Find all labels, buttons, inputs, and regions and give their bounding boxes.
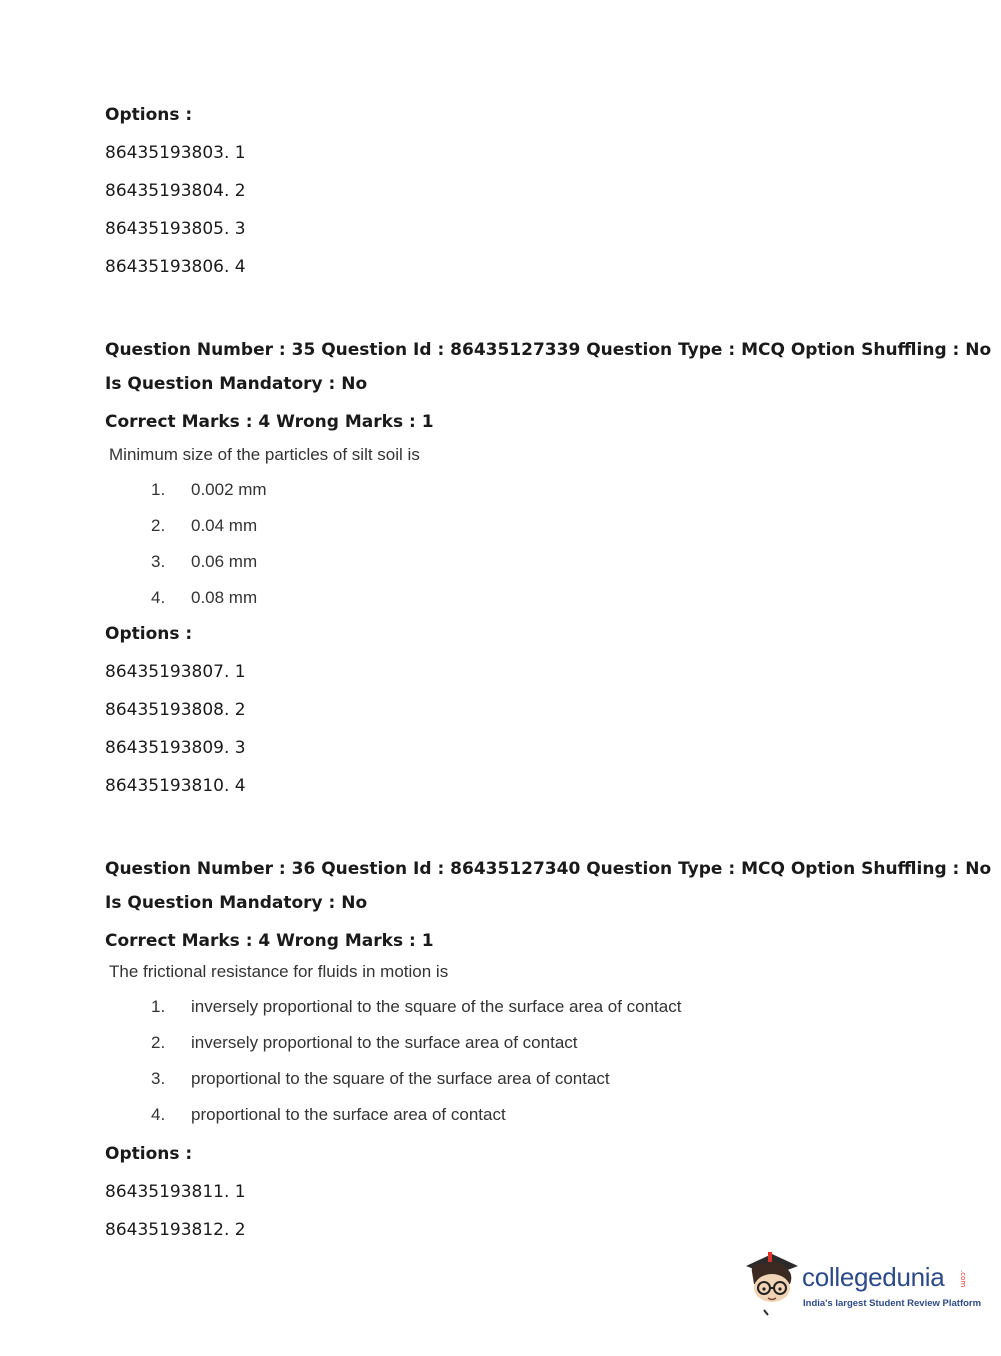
- choice-number: 1.: [151, 480, 166, 499]
- question-header: Question Number : 36 Question Id : 86435127340 Question Type : MCQ Option Shuffling : No: [105, 859, 992, 879]
- option-id: 86435193808. 2: [105, 700, 246, 720]
- choice-text: 0.06 mm: [191, 552, 258, 571]
- options-heading: Options :: [105, 1144, 193, 1164]
- choice-text: proportional to the surface area of contact: [191, 1105, 506, 1124]
- question-mandatory: Is Question Mandatory : No: [105, 893, 368, 913]
- option-id: 86435193805. 3: [105, 219, 246, 239]
- question-header: Question Number : 35 Question Id : 86435127339 Question Type : MCQ Option Shuffling : No: [105, 340, 992, 360]
- question-marks: Correct Marks : 4 Wrong Marks : 1: [105, 412, 434, 432]
- question-marks: Correct Marks : 4 Wrong Marks : 1: [105, 931, 434, 951]
- options-heading: Options :: [105, 105, 193, 125]
- option-id: 86435193810. 4: [105, 776, 246, 796]
- choice-item: [105, 480, 805, 502]
- option-id: 86435193803. 1: [105, 143, 246, 163]
- choice-number: 1.: [151, 997, 166, 1016]
- choice-item: [105, 1069, 805, 1091]
- choice-item: [105, 1105, 805, 1127]
- option-id: 86435193807. 1: [105, 662, 246, 682]
- choice-number: 2.: [151, 1033, 166, 1052]
- choice-text: inversely proportional to the square of the surface area of contact: [191, 997, 682, 1016]
- options-heading: Options :: [105, 624, 193, 644]
- choice-item: [105, 552, 805, 574]
- choice-number: 3.: [151, 552, 166, 571]
- option-id: 86435193811. 1: [105, 1182, 246, 1202]
- option-id: 86435193806. 4: [105, 257, 246, 277]
- choice-number: 4.: [151, 588, 166, 607]
- choice-text: 0.08 mm: [191, 588, 258, 607]
- choice-item: [105, 516, 805, 538]
- option-id: 86435193812. 2: [105, 1220, 246, 1240]
- question-text: The frictional resistance for fluids in motion is: [109, 962, 449, 981]
- choice-item: [105, 588, 805, 610]
- choice-text: 0.04 mm: [191, 516, 258, 535]
- question-text: Minimum size of the particles of silt soil is: [109, 445, 420, 464]
- option-id: 86435193804. 2: [105, 181, 246, 201]
- collegedunia-logo[interactable]: [742, 1248, 982, 1318]
- choice-number: 4.: [151, 1105, 166, 1124]
- mascot-icon: [742, 1248, 802, 1318]
- choice-number: 3.: [151, 1069, 166, 1088]
- logo-tagline: India's largest Student Review Platform: [803, 1298, 982, 1309]
- logo-wordmark: collegedunia: [802, 1262, 945, 1292]
- logo-domain-suffix: .com: [959, 1270, 967, 1288]
- choice-number: 2.: [151, 516, 166, 535]
- choice-item: [105, 997, 805, 1019]
- option-id: 86435193809. 3: [105, 738, 246, 758]
- choice-text: proportional to the square of the surface area of contact: [191, 1069, 610, 1088]
- question-mandatory: Is Question Mandatory : No: [105, 374, 368, 394]
- choice-text: inversely proportional to the surface area of contact: [191, 1033, 578, 1052]
- choice-text: 0.002 mm: [191, 480, 267, 499]
- choice-item: [105, 1033, 805, 1055]
